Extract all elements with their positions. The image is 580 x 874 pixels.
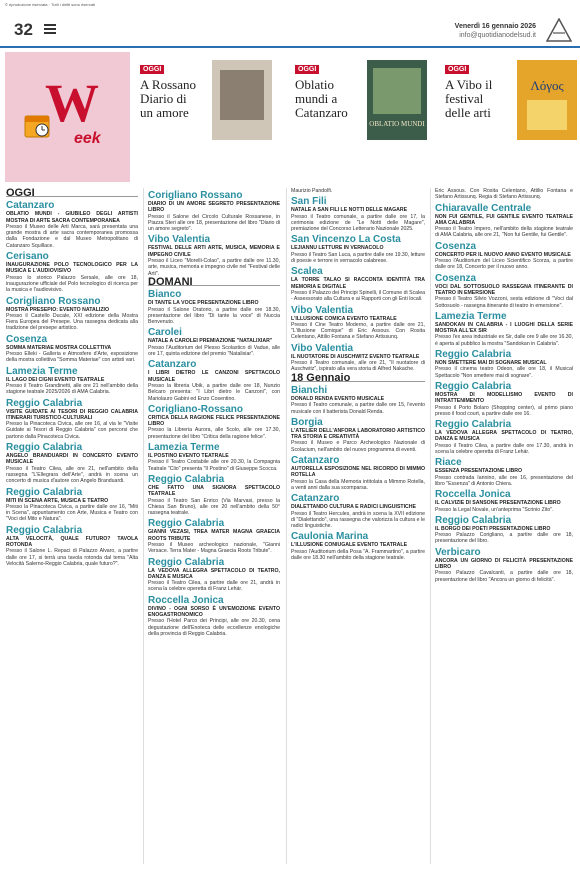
city-heading: Corigliano-Rossano xyxy=(148,403,244,415)
event-title: INAUGURAZIONE POLO TECNOLOGICO PER LA MUSICA E L'AUDIOVISIVO xyxy=(6,262,138,275)
feature-tag: OGGI xyxy=(140,65,164,74)
event-title: NATALE A CAROLEI PREMIAZIONE "NATALIXIAR" xyxy=(148,338,273,345)
city-heading: Catanzaro xyxy=(6,200,55,212)
event-description: Presso il Salone del Circolo Culturale Rossanese, in Piazza Steri alle ore 18, presentazione del libro "Diario di un amore segreto". xyxy=(148,213,280,233)
event-title: I LIBRI DIETRO LE CANZONI SPETTACOLO MUSICALE xyxy=(148,370,280,383)
day-heading: 18 Gennaio xyxy=(291,375,425,382)
poster-title: OBLATIO MUNDI xyxy=(369,120,425,128)
event-description: Presso la Casa della Memoria intitolata a Mimmo Rotella, a venti anni dalla sua scomparsa. xyxy=(291,478,425,491)
event-title: ALTA VELOCITÀ, QUALE FUTURO? TAVOLA ROTONDA xyxy=(6,535,138,548)
feature-2[interactable] xyxy=(295,58,435,143)
city-heading: San Fili xyxy=(291,196,327,208)
week-title: W xyxy=(45,73,99,133)
event-description: Presso il Museo e Parco Archeologico Nazionale di Scolacium, nell'ambito del nuovo programma di eventi. xyxy=(291,440,425,453)
event-title: SOMMA MATERIAE MOSTRA COLLETTIVA xyxy=(6,344,112,351)
issue-date: Venerdì 16 gennaio 2026 xyxy=(454,23,536,30)
city-heading: Reggio Calabria xyxy=(148,518,225,530)
event-description: Presso l'Auditorium del Plesso Scolastico di Vadue, alle ore 17, quinta edizione del premio "Natalixiar". xyxy=(148,344,280,358)
event-description: Presso il Teatro Hercules, andrà in scena la XVII edizione di "Dialettando", una rassegna che valorizza la cultura e le radici linguistiche. xyxy=(291,510,425,530)
city-heading: Caulonia Marina xyxy=(291,531,369,543)
event-title: OBLATIO MUNDI - GIUBILEO DEGLI ARTISTI MOSTRA DI ARTE SACRA CONTEMPORANEA xyxy=(6,211,138,224)
event-title: NATALE A SAN FILI LE NOTTI DELLE MAGARE xyxy=(291,207,408,214)
event-description: Presso il Salone L. Repaci di Palazzo Alvaro, a partire dalle ore 17, si terrà una tavola rotonda dal tema "Alta Velocità Salerno-Reggio Calabria, quale futuro?". xyxy=(6,548,138,567)
event-description: Presso l'Auditorium della Posa "A. Frammartino", a partire dalle ore 18.30 nell'ambito della stagione teatrale. xyxy=(291,548,425,561)
event-title: DIARIO DI UN AMORE SEGRETO PRESENTAZIONE LIBRO xyxy=(148,201,280,214)
event-description: Presso Palazzo Cavalcanti, a partire dalle ore 18, presentazione del libro "Ancora un giorno di felicità". xyxy=(435,570,573,583)
city-heading: Bianchi xyxy=(291,384,328,396)
event-title: CRITICA DELLA RAGIONE FELICE PRESENTAZIONE LIBRO xyxy=(148,414,280,428)
event-title: AUTORELLA ESPOSIZIONE NEL RICORDO DI MIMMO ROTELLA xyxy=(291,466,425,479)
event-description: Presso la Legal Novale, un'anteprima "Scrinio Zito". xyxy=(435,506,554,513)
event-title: IL POSTINO EVENTO TEATRALE xyxy=(148,453,229,460)
event-title: ANGELO BRANDUARDI IN CONCERTO EVENTO MUSICALE xyxy=(6,453,138,466)
event-title: MITI IN SCENA ARTE, MUSICA E TEATRO xyxy=(6,497,109,504)
city-heading: Vibo Valentia xyxy=(291,342,354,354)
city-heading: Reggio Calabria xyxy=(435,419,512,431)
event-title: L'ILLUSIONE CONIUGALE EVENTO TEATRALE xyxy=(291,542,408,549)
city-heading: Reggio Calabria xyxy=(435,380,512,392)
event-title: IL LAGO DEI CIGNI EVENTO TEATRALE xyxy=(6,376,105,383)
poster-title: Λόγος xyxy=(530,78,564,93)
event-description: Presso il Teatro comunale, a partire dalle ore 15, l'evento musicale con il batterista Donald Renda. xyxy=(291,402,425,415)
contact-email[interactable]: info@quotidianodelsud.it xyxy=(459,32,536,39)
city-heading: Reggio Calabria xyxy=(6,442,83,454)
feature-tag: OGGI xyxy=(295,65,319,74)
event-description: Presso la Libreria Aurora, alle 5colo, alle ore 17.30, presentazione del libro "Critica della ragione felice". xyxy=(148,427,280,440)
city-heading: Cosenza xyxy=(6,333,48,345)
event-description: Presso il Teatro Silvio Vozzoni, sesta edizione di "Voci dal Sottosuolo - rassegna itinerante di teatro in emersione". xyxy=(435,296,573,309)
header-info xyxy=(455,22,536,40)
event-title: LA VEDOVA ALLEGRA SPETTACOLO DI TEATRO, DANZA E MUSICA xyxy=(435,430,573,443)
event-title: CHE FATTO UNA SIGNORA SPETTACOLO TEATRALE xyxy=(148,484,280,498)
city-heading: Borgia xyxy=(291,416,323,428)
city-heading: Bianco xyxy=(148,289,182,301)
city-heading: Scalea xyxy=(291,266,323,278)
event-description: Presso Elleki - Galleria e Atmosfere d'Arte, esposizione della mostra collettiva "Somma Materiae" con artisti vari. xyxy=(6,351,138,364)
city-heading: Vibo Valentia xyxy=(148,234,211,246)
city-heading: Verbicaro xyxy=(435,546,481,558)
week-subtitle: eek xyxy=(74,130,101,147)
event-title: DIVINO - OGNI SORSO È UN'EMOZIONE EVENTO ENOGASTRONOMICO xyxy=(148,605,280,619)
feature-title: A Vibo il festival delle arti xyxy=(445,77,493,120)
event-title: ESSENZA PRESENTAZIONE LIBRO xyxy=(435,468,523,475)
event-title: GIANNI VEZASI, TREA MATER MAGNA GRAECIA ROOTS TRIBUTE xyxy=(148,529,280,542)
event-description: Presso il Teatro Cilea, a partire dalle ore 21, andrà in scena la celebre operetta di Franz Lehár. xyxy=(148,580,280,593)
city-heading: Reggio Calabria xyxy=(6,486,83,498)
event-description: Presso l'Hotel Parco dei Principi, alle ore 20.30, cena degustazione dell'Enoteca delle eccellenze enologiche della provincia di Reggio Calabria. xyxy=(148,618,280,637)
event-title: LA VEDOVA ALLEGRA SPETTACOLO DI TEATRO, DANZA E MUSICA xyxy=(148,567,280,580)
event-title: MOSTRA PRESEPIO: EVENTO NATALIZIO xyxy=(6,306,109,313)
event-description: Presso l'Auditorium del Liceo Scientifico Scorza, a partire dalle ore 18, Concerto per il nuovo anno. xyxy=(435,258,573,271)
city-heading: Reggio Calabria xyxy=(148,556,225,568)
feature-tag: OGGI xyxy=(445,65,469,74)
event-title: FESTIVAL DELLE ARTI ARTE, MUSICA, MEMORIA E IMPEGNO CIVILE xyxy=(148,245,280,258)
city-heading: Reggio Calabria xyxy=(148,473,225,485)
menu-icon[interactable] xyxy=(44,24,56,34)
event-title: L'ILLUSIONE COMICA EVENTO TEATRALE xyxy=(291,315,397,322)
event-description: Presso il Museo delle Arti Marca, sarà presentata una grande mostra di arte sacra contemporanea promossa dalla Fondazione e dal Museo Metropolitano di Catanzaro Squillace. xyxy=(6,223,138,249)
event-description: Presso il Museo archeologico nazionale, "Gianni Versace. Terra Mater - Magna Graecia Roots Tribute". xyxy=(148,541,280,555)
city-heading: Corigliano Rossano xyxy=(148,190,243,201)
event-title: LEJIANNU LETTURE IN VERNACOLO xyxy=(291,245,384,252)
city-heading: Cosenza xyxy=(435,272,477,284)
city-heading: Lamezia Terme xyxy=(148,442,220,454)
city-heading: Reggio Calabria xyxy=(435,349,512,361)
event-title: IL CALVIZIE DI SANSONE PRESENTAZIONE LIBRO xyxy=(435,500,561,507)
day-heading: OGGI xyxy=(6,190,138,197)
city-heading: Roccella Jonica xyxy=(148,594,224,606)
city-heading: Reggio Calabria xyxy=(6,524,83,536)
event-description: Presso il Teatro Grandinetti, alle ore 21 nell'ambito della stagione teatrale 2025/2026 di AMA Calabria. xyxy=(6,382,138,396)
event-title: VOCI DAL SOTTOSUOLO RASSEGNA ITINERANTE DI TEATRO IN EMERSIONE xyxy=(435,283,573,296)
city-heading: Chiaravalle Centrale xyxy=(435,202,532,214)
city-heading: Catanzaro xyxy=(148,359,197,371)
event-description: Presso il Teatro Costabile alle ore 20.30, la Compagnia Teatrale "Clio" presenta "Il Postino" di Giuseppe Scocca. xyxy=(148,459,280,472)
city-heading: Riace xyxy=(435,457,462,469)
event-description: Presso il Teatro Impero, nell'ambito della stagione teatrale di AMA Calabria, alle ore 21, "Non fui Gentile, fui Gentile". xyxy=(435,226,573,239)
city-heading: Cosenza xyxy=(435,240,477,252)
newspaper-logo-icon xyxy=(546,18,572,42)
event-title: DONALD RENDA EVENTO MUSICALE xyxy=(291,395,385,402)
listing-column-1 xyxy=(6,188,138,569)
event-title: SANDOKAN IN CALABRIA - I LUOGHI DELLA SERIE MOSTRA ALL'EX SIR xyxy=(435,321,573,335)
event-description: Presso il Porto Bolaro (Shopping center), al primo piano presso il food court, a partire dalle ore 16. xyxy=(435,404,573,417)
event-description: Maurizio Pandolfi. xyxy=(291,188,333,194)
city-heading: Carolei xyxy=(148,327,182,339)
event-title: L'ATELIER DELL'ANFORA LABORATORIO ARTISTICO TRA STORIA E CREATIVITÀ xyxy=(291,427,425,441)
event-title: CONCERTO PER IL NUOVO ANNO EVENTO MUSICALE xyxy=(435,251,571,258)
event-description: Presso lo storico Palazzo Sersale, alle ore 18, inaugurazione ufficiale del Polo tecnologico di ricerca per la musica e l'audiovisivo. xyxy=(6,274,138,294)
city-heading: Catanzaro xyxy=(291,455,340,467)
city-heading: Catanzaro xyxy=(291,493,340,505)
copyright-line: © riproduzione riservata · Tutti i diritti sono riservati xyxy=(5,2,96,7)
event-description: Presso la Pinacoteca Civica, alle ore 16, al via le "Visite Guidate ai Tesori di Reggio Calabria" con percorsi che partono dalla Pinacoteca Civica. xyxy=(6,421,138,440)
event-description: Presso il Castello Ducale, XXI edizione della Mostra Fiera Europea del Presepe. Una rassegna dedicata alla tradizione del presepe artistico. xyxy=(6,312,138,332)
event-description: Presso il Palazzo dei Principi Spinelli, il Comune di Scalea - Assessorato alla Cultura e ai Rapporti con gli Enti locali. xyxy=(291,289,425,303)
listing-column-2 xyxy=(148,188,280,639)
event-description: Presso la libreria Ubik, a partire dalle ore 18, Nunzio Belcaro presenta: "I Libri dietro le Canzoni", con Mariolauro Gabini ed Enzo Cosentino. xyxy=(148,382,280,402)
city-heading: Reggio Calabria xyxy=(435,514,512,526)
city-heading: Lamezia Terme xyxy=(435,310,507,322)
event-description: Presso il Liceo "Morelli-Colao", a partire dalle ore 11.30, arte, musica, memoria e impegno civile nel "Festival delle Arti". xyxy=(148,258,280,277)
event-title: DI TANTE LA VOCE PRESENTAZIONE LIBRO xyxy=(148,300,259,307)
event-title: LA TORRE TALAO SI RACCONTA IDENTITÀ TRA MEMORIA E DIGITALE xyxy=(291,277,425,290)
event-title: ANCORA UN GIORNO DI FELICITÀ PRESENTAZIONE LIBRO xyxy=(435,557,573,570)
event-description: Eric Assous. Con Rosita Celentano, Attilio Fontana e Stefano Artissunq. Regia di Stefano Artissunq. xyxy=(435,188,573,201)
city-heading: Reggio Calabria xyxy=(6,397,83,409)
city-heading: Cerisano xyxy=(6,251,49,263)
event-description: Presso la Pinacoteca Civica, a partire dalle ore 16, "Miti in Scena", appuntamento con Arte, Musica e Teatro con "Voci del Mito e Natura". xyxy=(6,503,138,523)
event-title: NON SMETTERE MAI DI SOGNARE MUSICAL xyxy=(435,360,547,367)
event-title: NON FUI GENTILE, FUI GENTILE EVENTO TEATRALE AMA CALABRIA xyxy=(435,213,573,226)
event-description: Presso il Teatro Cilea, alle ore 21, nell'ambito della rassegna "L'Ellegrara dell'Arte", andrà in scena un concerto di musica d'autore con Angelo Branduardi. xyxy=(6,465,138,485)
event-description: Presso il Salone Oratorio, a partire dalle ore 18.30, presentazione del libro "Di tante la voce" di Nuccia Benvenuto. xyxy=(148,306,280,326)
city-heading: Corigliano Rossano xyxy=(6,295,101,307)
event-title: MOSTRA DI MODELLISMO EVENTO DI INTRATTENIMENTO xyxy=(435,391,573,405)
event-description: Presso il Teatro comunale, a partire dalle ore 17, la cerimonia edizione de "Le Notti delle Magare", premiazione del Concorso Letterario Nazionale 2025. xyxy=(291,213,425,233)
exhibition-poster-image xyxy=(367,60,427,140)
event-title: IL NUOTATORE DI AUSCHWITZ EVENTO TEATRALE xyxy=(291,353,420,360)
event-title: IL BORGO DEI POETI PRESENTAZIONE LIBRO xyxy=(435,525,551,532)
festival-poster-image xyxy=(517,60,577,140)
feature-3[interactable] xyxy=(445,58,580,143)
city-heading: Vibo Valentia xyxy=(291,304,354,316)
feature-title: A Rossano Diario di un amore xyxy=(140,77,196,120)
day-heading: DOMANI xyxy=(148,279,280,286)
event-description: Presso il Teatro Cilea, a partire dalle ore 17.30, andrà in scena la celebre operetta di Franz Lehár. xyxy=(435,442,573,456)
page-number: 32 xyxy=(14,20,33,39)
feature-1[interactable] xyxy=(140,58,280,143)
city-heading: Lamezia Terme xyxy=(6,365,78,377)
page-header xyxy=(0,12,580,48)
event-title: DIALETTANDO CULTURA E RADICI LINGUISTICHE xyxy=(291,504,416,511)
listing-column-3 xyxy=(291,188,425,563)
event-description: Presso l'ex area industriale ex Sir, dalle ore 9 alle ore 16.30, è aperta al pubblico la mostra "Sandokan in Calabria". xyxy=(435,334,573,347)
event-description: Presso il Teatro comunale, alle ore 21, "Il nuotatore di Auschwitz", ispirato alla vera storia di Alfred Nakache. xyxy=(291,360,425,373)
listing-column-4 xyxy=(435,188,573,585)
city-heading: Roccella Jonica xyxy=(435,489,511,501)
event-description: Presso il Teatro San Luca, a partire dalle ore 19.30, letture di poesie e terrore in vernacolo calabrese. xyxy=(291,251,425,265)
book-cover-image xyxy=(212,60,272,140)
city-heading: San Vincenzo La Costa xyxy=(291,234,401,246)
event-description: Presso Palazzo Corigliano, a partire dalle ore 18, presentazione del libro. xyxy=(435,532,573,545)
event-title: VISITE GUIDATE AI TESORI DI REGGIO CALABRIA ITINERARI TURISTICO-CULTURALI xyxy=(6,408,138,421)
event-description: Presso il Cine Teatro Moderno, a partire dalle ore 21, "L'illusione Comique" di Eric Assous. Con Rosita Celentano, Attilio Fontana e Stefano Artissunq. xyxy=(291,321,425,341)
feature-title: Oblatio mundi a Catanzaro xyxy=(295,77,348,120)
event-description: Presso il cinema teatro Odeon, alle ore 18, il Musical Spettacolo "Non smettere mai di sognare". xyxy=(435,366,573,379)
event-description: Presso il Teatro San Enrico (Via Marvasi, presso la Chiesa San Bruno), alle ore 20 nell'ambito della 50° rassegna teatrale. xyxy=(148,497,280,517)
event-description: Presso contrada Iannino, alle ore 16, presentazione del libro "Essenza" di Antonio Chiera. xyxy=(435,474,573,487)
